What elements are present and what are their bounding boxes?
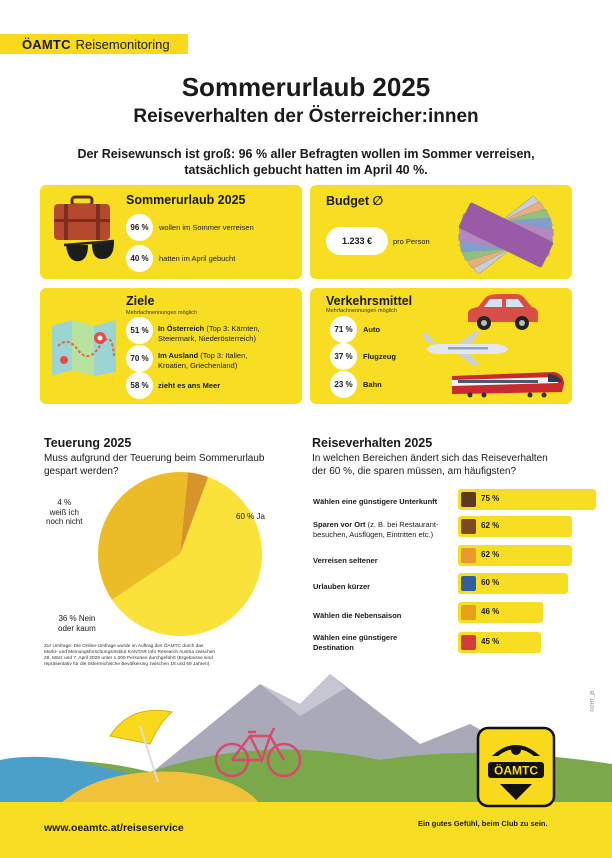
image-credit: ©OHT_jB — [590, 690, 596, 712]
teuerung-title: Teuerung 2025 — [44, 436, 132, 450]
stat-label: Auto — [363, 325, 381, 334]
behavior-label: Wählen eine günstigere Unterkunft — [313, 497, 438, 506]
behavior-bar — [458, 545, 572, 566]
down-arrow-icon — [461, 548, 476, 563]
stat-label: wollen im Sommer verreisen — [159, 223, 254, 232]
card-verkehrsmittel — [310, 288, 572, 404]
car-icon — [462, 292, 542, 332]
banknotes-icon — [446, 195, 566, 275]
stat-value: 51 % — [126, 317, 153, 344]
pie-label-nein: 36 % Nein oder kaum — [58, 614, 96, 633]
sunglasses-icon — [62, 239, 118, 267]
brand-section: Reisemonitoring — [75, 36, 170, 52]
stat-value: 58 % — [126, 372, 153, 399]
stat-value: 37 % — [330, 343, 357, 370]
pie-label-ja: 60 % Ja — [236, 512, 265, 521]
card-budget-title: Budget ∅ — [326, 194, 384, 208]
card-verkehr-title: Verkehrsmittel — [326, 294, 413, 308]
behavior-value: 62 % — [481, 550, 500, 559]
stat-label: Bahn — [363, 380, 382, 389]
bed-icon — [461, 492, 476, 507]
page-title: Sommerurlaub 2025 — [181, 72, 431, 102]
behavior-label: Sparen vor Ort (z. B. bei Restaurant- besuchen, Ausflügen, Eintritten etc.) — [313, 520, 439, 539]
card-ziele-title: Ziele — [126, 294, 155, 308]
stat-value: 96 % — [126, 214, 153, 241]
stat-value: 70 % — [126, 345, 153, 372]
brand-bar — [0, 34, 188, 54]
airplane-icon — [422, 332, 510, 366]
behavior-value: 46 % — [481, 607, 500, 616]
behavior-label: Wählen eine günstigere Destination — [313, 633, 398, 652]
bank-icon — [461, 519, 476, 534]
behavior-value: 45 % — [481, 637, 500, 646]
stat-label: Im Ausland (Top 3: Italien, Kroatien, Griechenland) — [158, 351, 248, 370]
map-icon — [48, 316, 120, 378]
brand-name: ÖAMTC — [22, 36, 71, 52]
budget-label: pro Person — [393, 237, 430, 246]
stat-value: 71 % — [330, 316, 357, 343]
clock-icon — [461, 576, 476, 591]
stat-label: zieht es ans Meer — [158, 381, 221, 390]
survey-note: Zur Umfrage: Die Online-Umfrage wurde im Auftrag des ÖAMTC durch das Markt- und Meinungsforschungsinstitut KANTAR Info Research Austria zwischen 28. März und 7. April 2025 unter 1.000 Personen durchgeführt (Ergebnisse sind repräsentativ für die österreichische Bevölkerung zwischen 18 und 69 Jahren). — [44, 644, 216, 667]
stat-label: hatten im April gebucht — [159, 254, 236, 263]
lead-text: Der Reisewunsch ist groß: 96 % aller Befragten wollen im Sommer verreisen, tatsächlich gebucht hatten im April 40 %. — [77, 147, 535, 177]
behavior-label: Urlauben kürzer — [313, 582, 371, 591]
card-verkehr-note: Mehrfachnennungen möglich — [326, 308, 397, 314]
behavior-bar — [458, 573, 568, 594]
stat-value: 40 % — [126, 245, 153, 272]
card-budget — [310, 185, 572, 279]
season-chart-icon — [461, 605, 476, 620]
behavior-label: Verreisen seltener — [313, 556, 378, 565]
card-ziele-note: Mehrfachnennungen möglich — [126, 310, 197, 316]
card-sommerurlaub-title: Sommerurlaub 2025 — [126, 193, 246, 207]
behavior-bar — [458, 516, 572, 537]
pie-label-weiss-nicht: 4 % weiß ich noch nicht — [46, 498, 83, 526]
teuerung-question: Muss aufgrund der Teuerung beim Sommerurlaub gespart werden? — [44, 453, 265, 477]
reiseverhalten-title: Reiseverhalten 2025 — [312, 436, 433, 450]
behavior-bar — [458, 489, 596, 510]
behavior-bar — [458, 602, 543, 623]
train-icon — [450, 368, 566, 398]
oeamtc-logo — [476, 726, 556, 808]
percent-icon — [461, 635, 476, 650]
card-sommerurlaub — [40, 185, 302, 279]
budget-value: 1.233 € — [326, 227, 388, 255]
behavior-value: 75 % — [481, 494, 500, 503]
logo-text: ÖAMTC — [494, 763, 538, 778]
stat-value: 23 % — [330, 371, 357, 398]
behavior-value: 60 % — [481, 578, 500, 587]
behavior-bar — [458, 632, 541, 653]
stat-label: In Österreich (Top 3: Kärnten, Steiermark, Niederösterreich) — [158, 324, 260, 343]
footer-slogan: Ein gutes Gefühl, beim Club zu sein. — [418, 819, 548, 828]
footer-link[interactable]: www.oeamtc.at/reiseservice — [44, 822, 184, 834]
card-ziele — [40, 288, 302, 404]
reiseverhalten-question: In welchen Bereichen ändert sich das Reiseverhalten der 60 %, die sparen müssen, am häufigsten? — [312, 453, 548, 477]
behavior-value: 62 % — [481, 521, 500, 530]
page-subtitle: Reiseverhalten der Österreicher:innen — [133, 106, 479, 127]
stat-label: Flugzeug — [363, 352, 396, 361]
behavior-label: Wählen die Nebensaison — [313, 611, 402, 620]
